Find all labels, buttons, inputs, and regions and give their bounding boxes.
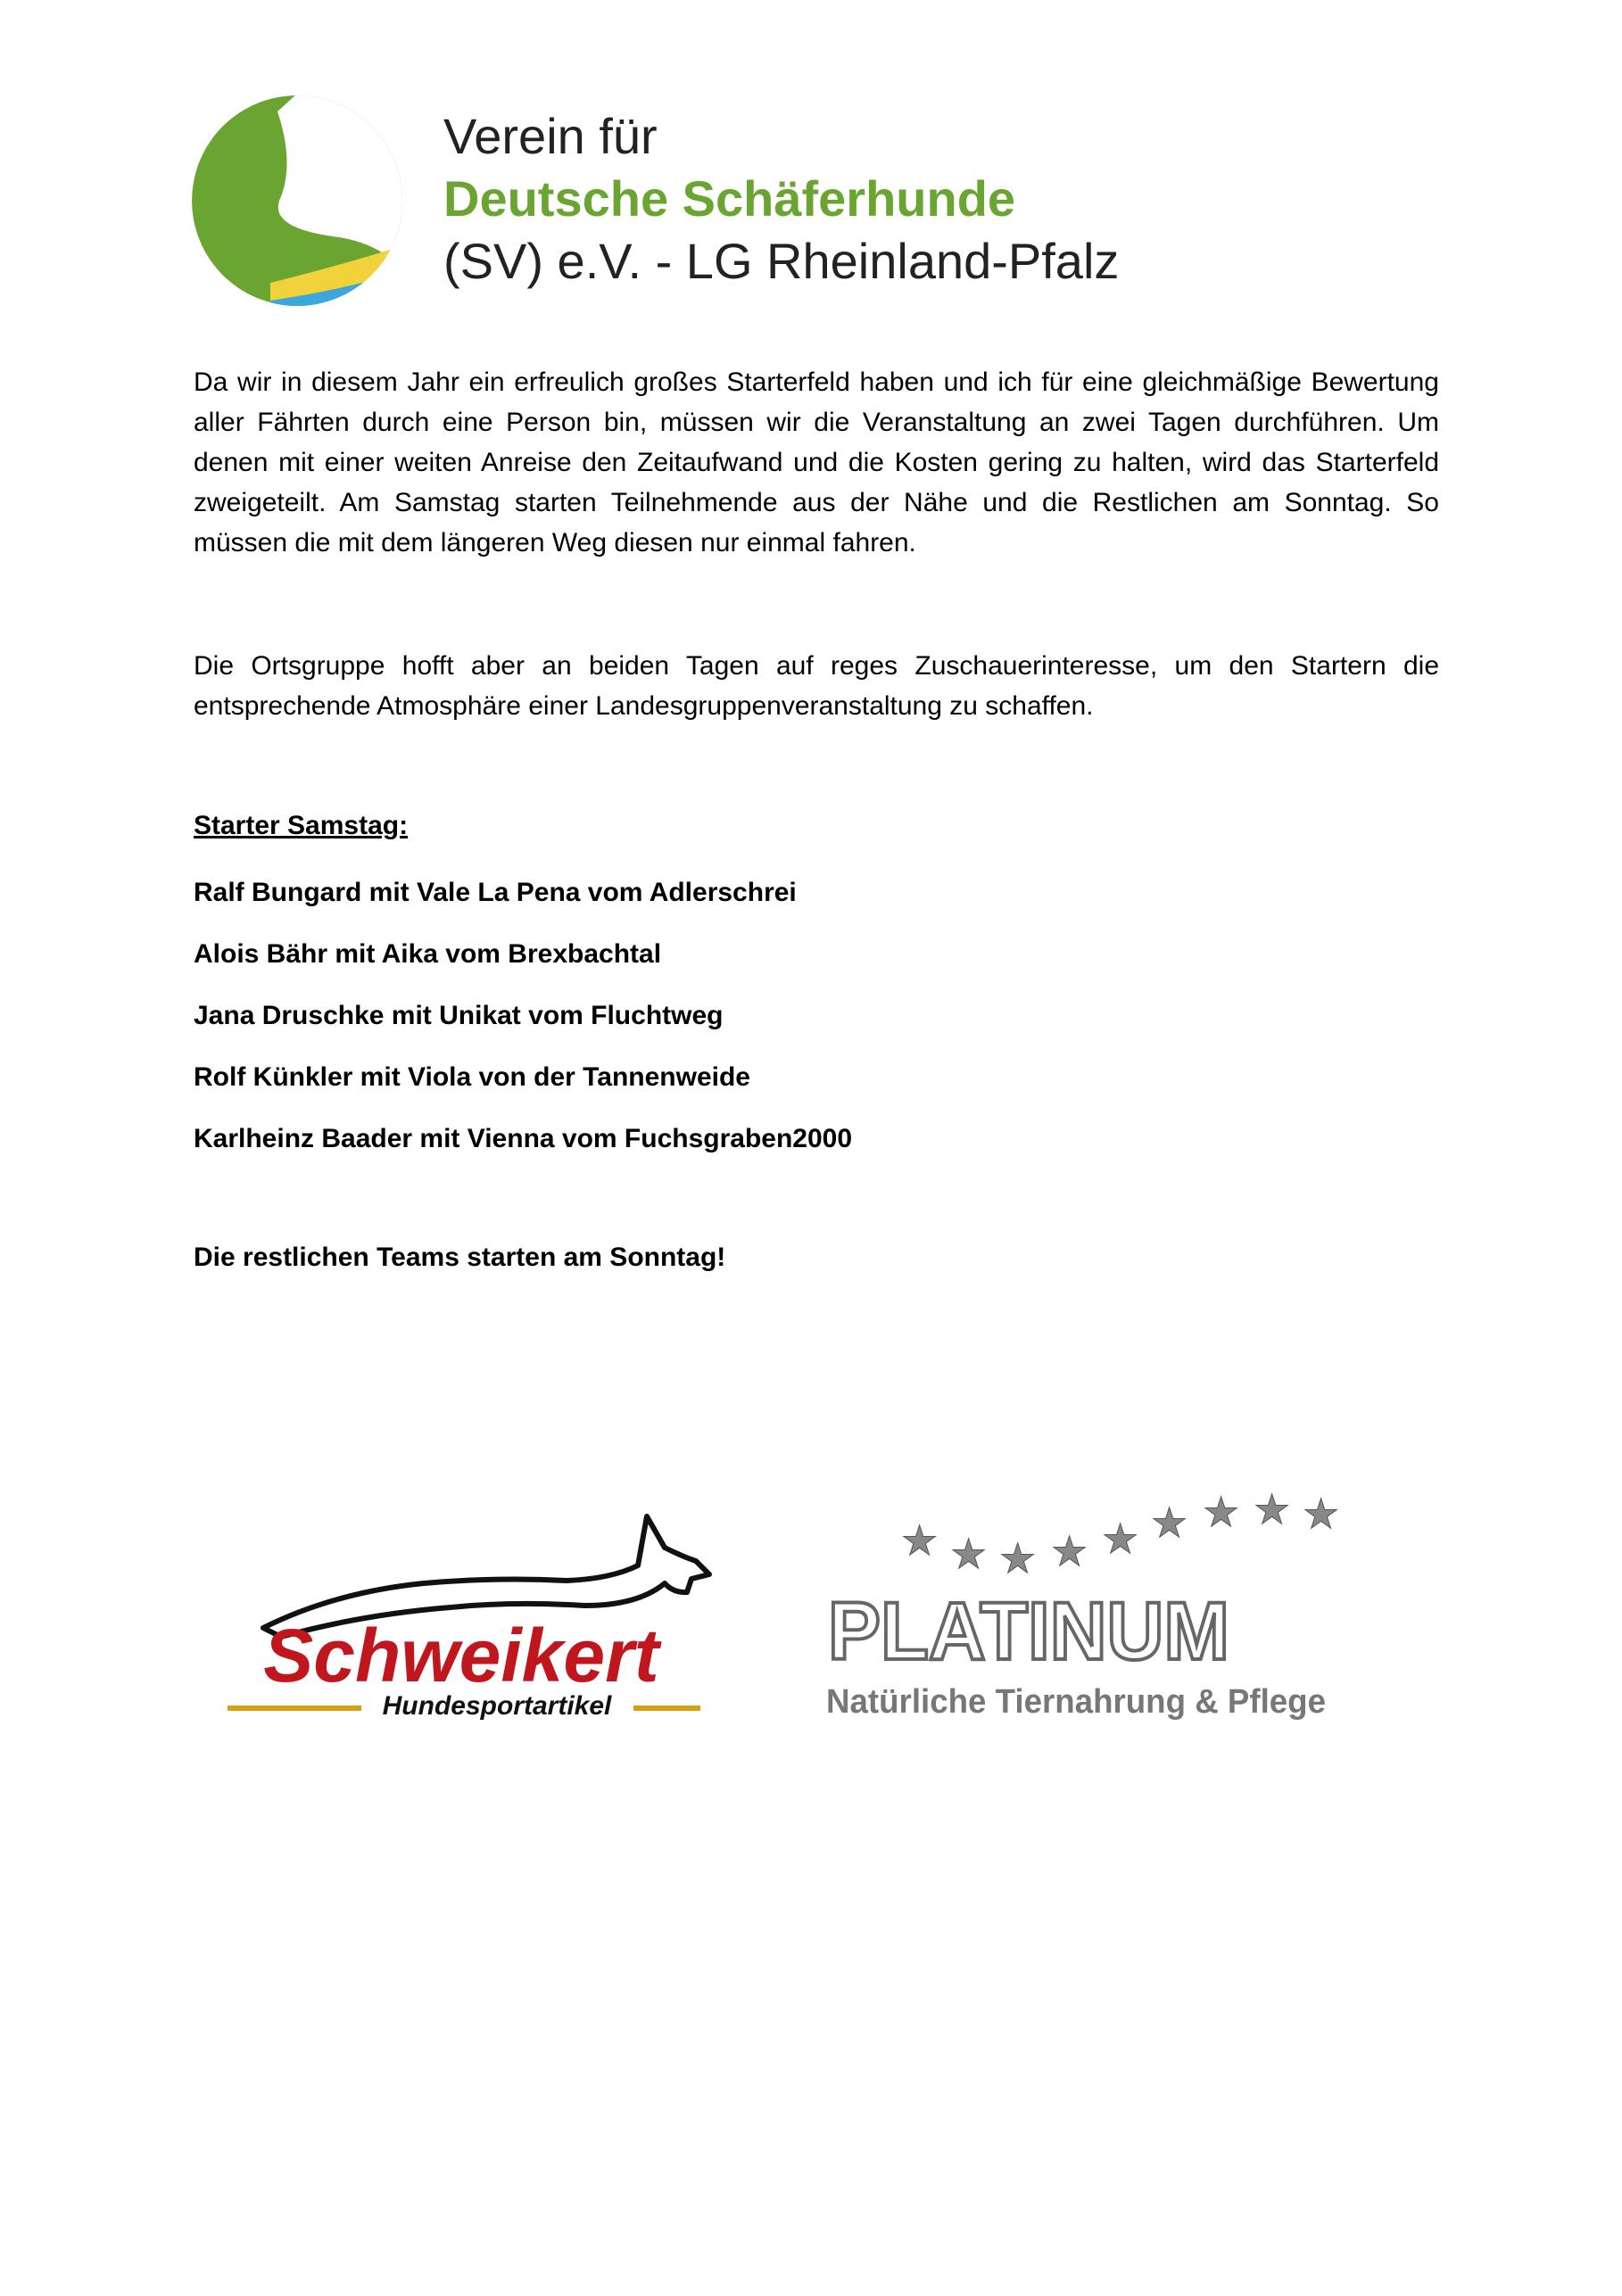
title-line-2: Deutsche Schäferhunde bbox=[443, 170, 1016, 227]
intro-paragraph: Da wir in diesem Jahr ein erfreulich großes Starterfeld haben und ich für eine gleichmäßige Bewertung aller Fährten durch eine Person bin, müssen wir die Veranstaltung an zwei Tagen durchführen. Um denen mit einer weiten Anreise den Zeitaufwand und die Kosten gering zu halten, wird das Starterfeld zweigeteilt. Am Samstag starten Teilnehmende aus der Nähe und die Restlichen am Sonntag. So müssen die mit dem längeren Weg diesen nur einmal fahren. bbox=[194, 368, 1439, 557]
star-icon: ★ bbox=[950, 1530, 988, 1578]
platinum-name: PLATINUM bbox=[828, 1586, 1229, 1677]
platinum-logo bbox=[821, 1485, 1356, 1726]
schweikert-logo bbox=[228, 1507, 727, 1722]
closing-note: Die restlichen Teams starten am Sonntag! bbox=[194, 1243, 726, 1272]
list-item: Jana Druschke mit Unikat vom Fluchtweg bbox=[194, 1001, 724, 1030]
starter-list bbox=[194, 872, 852, 1180]
starter-heading: Starter Samstag: bbox=[194, 811, 409, 840]
star-icon: ★ bbox=[901, 1516, 939, 1565]
audience-paragraph: Die Ortsgruppe hofft aber an beiden Tagen auf reges Zuschauerinteresse, um den Startern die entsprechende Atmosphäre einer Landesgruppenveranstaltung zu schaffen. bbox=[194, 651, 1439, 721]
list-item: Karlheinz Baader mit Vienna vom Fuchsgraben2000 bbox=[194, 1124, 853, 1153]
shepherd-dog-head-icon bbox=[190, 94, 404, 308]
platinum-subtitle: Natürliche Tiernahrung & Pflege bbox=[826, 1683, 1326, 1721]
star-icon: ★ bbox=[1303, 1490, 1340, 1538]
organization-title bbox=[443, 105, 1119, 293]
title-line-3: (SV) e.V. - LG Rheinland-Pfalz bbox=[443, 233, 1120, 289]
list-item: Alois Bähr mit Aika vom Brexbachtal bbox=[194, 939, 662, 969]
star-icon: ★ bbox=[1102, 1515, 1139, 1563]
star-icon: ★ bbox=[1151, 1499, 1188, 1547]
star-icon: ★ bbox=[1203, 1488, 1240, 1536]
title-line-1: Verein für bbox=[443, 108, 658, 164]
star-icon: ★ bbox=[999, 1534, 1037, 1582]
star-icon: ★ bbox=[1254, 1485, 1291, 1533]
schweikert-subtitle: Hundesportartikel bbox=[382, 1691, 612, 1721]
list-item: Rolf Künkler mit Viola von der Tannenweide bbox=[194, 1062, 750, 1092]
schweikert-name: Schweikert bbox=[263, 1614, 659, 1697]
star-icon: ★ bbox=[1051, 1527, 1088, 1575]
list-item: Ralf Bungard mit Vale La Pena vom Adlerschrei bbox=[194, 878, 797, 907]
